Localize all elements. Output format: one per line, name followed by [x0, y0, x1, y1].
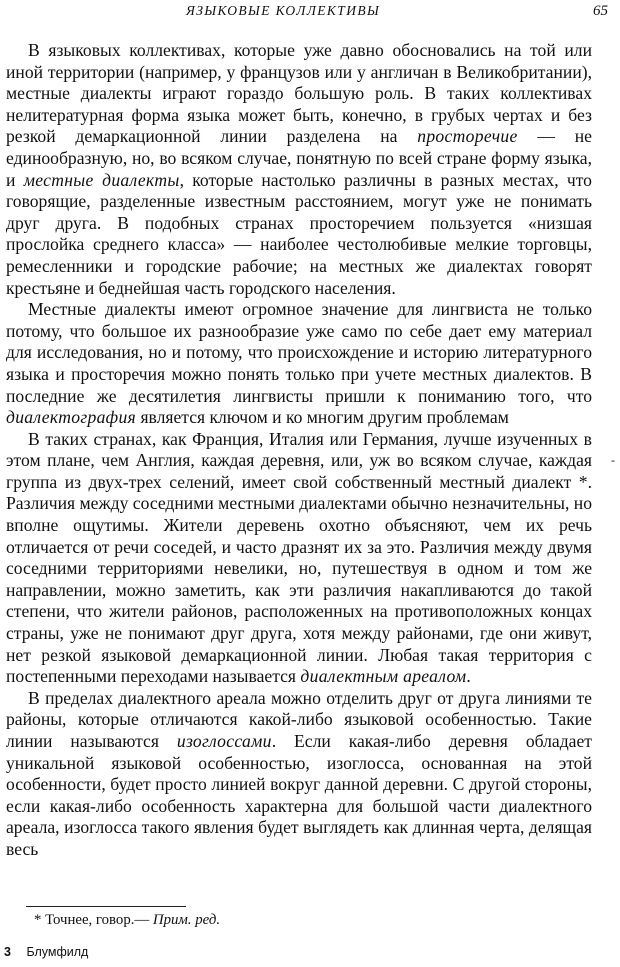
paragraph	[6, 688, 592, 861]
footnote	[34, 912, 220, 929]
running-head	[0, 3, 620, 23]
paragraph	[6, 299, 592, 429]
text-run: — не единообразную, но, во всяком случае, понятную по всей стране форму языка, и	[6, 126, 592, 190]
page-number: 65	[593, 3, 608, 19]
italic-term: диалектография	[6, 407, 137, 428]
body-text	[6, 40, 592, 861]
text-run: . Если какая-либо деревня обладает уникальной языковой особенностью, изоглосса, основанная на этой особенности, будет просто линией вокруг данной деревни. С другой стороны, если какая-либо особенность характерна для большой части диалектного ареала, изоглосса такого явления будет выглядеть как длинная черта, делящая весь	[6, 731, 592, 859]
footnote-editor-note: Прим. ред.	[152, 912, 221, 928]
italic-term: местные диалекты	[23, 169, 180, 190]
text-run: В таких странах, как Франция, Италия или Германия, лучше изученных в этом плане, чем Англия, каждая деревня, или, уж во всяком случае, каждая группа из двух-трех селений, имеет свой собственный местный диалект *. Различия между соседними местными диалектами обычно незначительны, но вполне ощутимы. Жители деревень охотно объясняют, чем их речь отличается от речи соседей, и часто дразнят их за это. Различия между двумя соседними территориями невелики, но, путешествуя в одном и том же направлении, можно заметить, как эти различия накапливаются до такой степени, что жители районов, расположенных на противоположных концах страны, уже не понимают друг друга, хотя между районами, где они живут, нет резкой языковой демаркационной линии. Любая такая территория с постепенными переходами называется	[6, 428, 592, 687]
italic-term: диалектным ареалом	[300, 666, 467, 687]
italic-term: изоглоссами	[176, 731, 272, 751]
paragraph	[6, 40, 592, 299]
italic-term: просторечие	[417, 126, 518, 147]
paragraph	[6, 429, 592, 688]
text-run: , которые настолько различны в разных местах, что говорящие, разделенные известным расстоянием, могут уже не понимать друг друга. В подобных странах просторечием пользуется «низшая прослойка среднего класса» — наиболее честолюбивые мелкие торговцы, ремесленники и городские рабочие; на местных же диалектах говорят крестьяне и беднейшая часть городского населения.	[6, 169, 592, 298]
signature-mark	[4, 945, 88, 959]
footnote-rule	[26, 906, 186, 907]
text-run: .	[466, 666, 471, 687]
signature-name: Блумфилд	[26, 945, 89, 959]
footnote-text: * Точнее, говор.—	[34, 912, 153, 928]
running-title: ЯЗЫКОВЫЕ КОЛЛЕКТИВЫ	[186, 3, 381, 18]
text-run: В языковых коллективах, которые уже давно обосновались на той или иной территории (например, у французов или у англичан в Великобритании), местные диалекты играют гораздо большую роль. В таких коллективах нелитературная форма языка может быть, конечно, в грубых чертах и без резкой демаркационной линии разделена на	[6, 40, 592, 147]
signature-number: 3	[4, 945, 11, 959]
margin-mark: -	[611, 453, 615, 467]
text-run: Местные диалекты имеют огромное значение для лингвиста не только потому, что большое их разнообразие уже само по себе дает ему материал для исследования, но и потому, что происхождение и историю литературного языка и просторечия можно понять только при учете местных диалектов. В последние же десятилетия лингвисты пришли к пониманию того, что	[6, 299, 592, 406]
text-run: В пределах диалектного ареала можно отделить друг от друга линиями те районы, которые отличаются какой-либо языковой особенностью. Такие линии называются	[6, 687, 592, 751]
text-run: является ключом и ко многим другим проблемам	[136, 407, 509, 428]
